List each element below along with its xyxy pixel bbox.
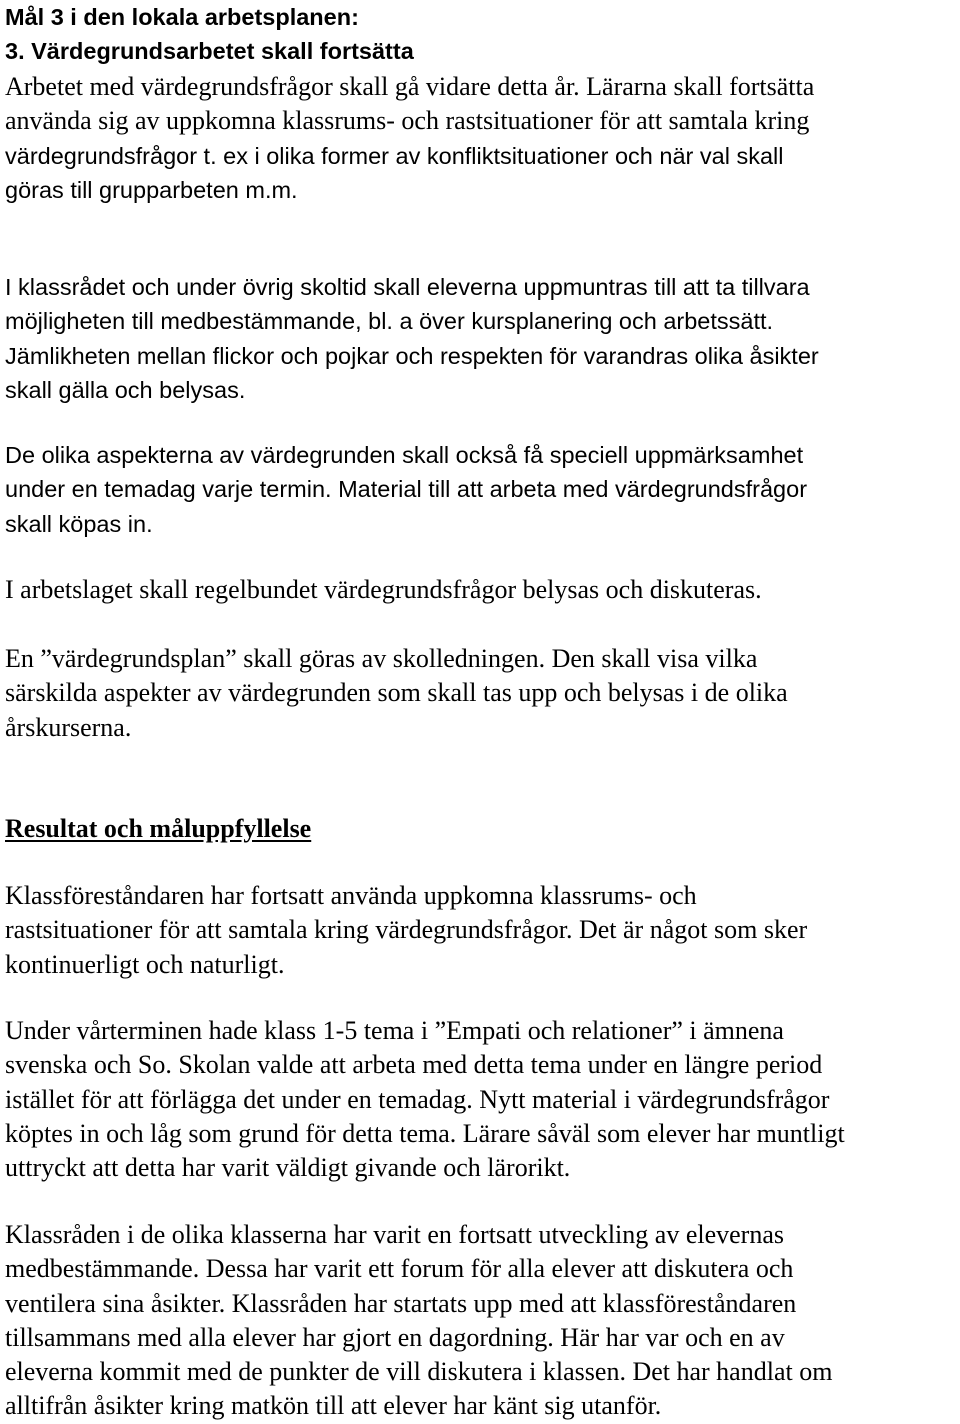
paragraph-line: istället för att förlägga det under en temadag. Nytt material i värdegrundsfrågor bbox=[5, 1084, 830, 1114]
paragraph-line: Klassföreståndaren har fortsatt använda uppkomna klassrums- och bbox=[5, 881, 697, 910]
section-title: Resultat och måluppfyllelse bbox=[5, 814, 312, 843]
paragraph bbox=[5, 1218, 832, 1424]
paragraph-line: ventilera sina åsikter. Klassråden har startats upp med att klassföreståndaren bbox=[5, 1288, 797, 1318]
paragraph-line: Under vårterminen hade klass 1-5 tema i ”Empati och relationer” i ämnena bbox=[5, 1016, 784, 1045]
paragraph-line: medbestämmande. Dessa har varit ett forum för alla elever att diskutera och bbox=[5, 1254, 794, 1284]
paragraph-line: köptes in och låg som grund för detta tema. Lärare såväl som elever har muntligt bbox=[5, 1118, 845, 1148]
paragraph-line: skall köpas in. bbox=[5, 510, 153, 537]
goal-heading-line: Mål 3 i den lokala arbetsplanen: bbox=[5, 4, 359, 30]
goal-heading bbox=[5, 0, 414, 68]
paragraph-line: svenska och So. Skolan valde att arbeta med detta tema under en längre period bbox=[5, 1050, 823, 1080]
paragraph-line: rastsituationer för att samtala kring värdegrundsfrågor. Det är något som sker bbox=[5, 915, 808, 945]
paragraph-line: Jämlikheten mellan flickor och pojkar och respekten för varandras olika åsikter bbox=[5, 342, 819, 369]
paragraph-line: De olika aspekterna av värdegrunden skall också få speciell uppmärksamhet bbox=[5, 442, 804, 468]
paragraph-line: möjligheten till medbestämmande, bl. a över kursplanering och arbetssätt. bbox=[5, 308, 774, 335]
paragraph bbox=[5, 70, 814, 207]
goal-heading-line: 3. Värdegrundsarbetet skall fortsätta bbox=[5, 38, 414, 64]
paragraph-line: särskilda aspekter av värdegrunden som skall tas upp och belysas i de olika bbox=[5, 678, 788, 708]
paragraph-line: alltifrån åsikter kring matkön till att elever har känt sig utanför. bbox=[5, 1391, 662, 1421]
paragraph bbox=[5, 573, 762, 607]
paragraph-line: En ”värdegrundsplan” skall göras av skolledningen. Den skall visa vilka bbox=[5, 644, 758, 673]
paragraph-line: använda sig av uppkomna klassrums- och rastsituationer för att samtala kring bbox=[5, 106, 810, 136]
paragraph-line: värdegrundsfrågor t. ex i olika former av konfliktsituationer och när val skall bbox=[5, 142, 784, 169]
paragraph-line: Klassråden i de olika klasserna har varit en fortsatt utveckling av elevernas bbox=[5, 1220, 784, 1249]
paragraph-line: Arbetet med värdegrundsfrågor skall gå vidare detta år. Lärarna skall fortsätta bbox=[5, 72, 815, 101]
paragraph bbox=[5, 438, 807, 541]
paragraph-line: eleverna kommit med de punkter de vill diskutera i klassen. Det har handlat om bbox=[5, 1357, 833, 1387]
paragraph-line: göras till grupparbeten m.m. bbox=[5, 176, 298, 203]
paragraph bbox=[5, 270, 819, 407]
paragraph-line: under en temadag varje termin. Material till att arbeta med värdegrundsfrågor bbox=[5, 476, 808, 503]
paragraph-line: uttryckt att detta har varit väldigt givande och lärorikt. bbox=[5, 1153, 571, 1183]
paragraph-line: årskurserna. bbox=[5, 712, 132, 742]
paragraph-line: tillsammans med alla elever har gjort en dagordning. Här har var och en av bbox=[5, 1322, 785, 1352]
paragraph-line: kontinuerligt och naturligt. bbox=[5, 949, 285, 979]
paragraph-line: I arbetslaget skall regelbundet värdegrundsfrågor belysas och diskuteras. bbox=[5, 575, 762, 604]
paragraph bbox=[5, 1014, 845, 1185]
paragraph-line: I klassrådet och under övrig skoltid skall eleverna uppmuntras till att ta tillvara bbox=[5, 274, 810, 300]
paragraph bbox=[5, 879, 807, 982]
paragraph bbox=[5, 642, 788, 745]
paragraph-line: skall gälla och belysas. bbox=[5, 376, 246, 403]
